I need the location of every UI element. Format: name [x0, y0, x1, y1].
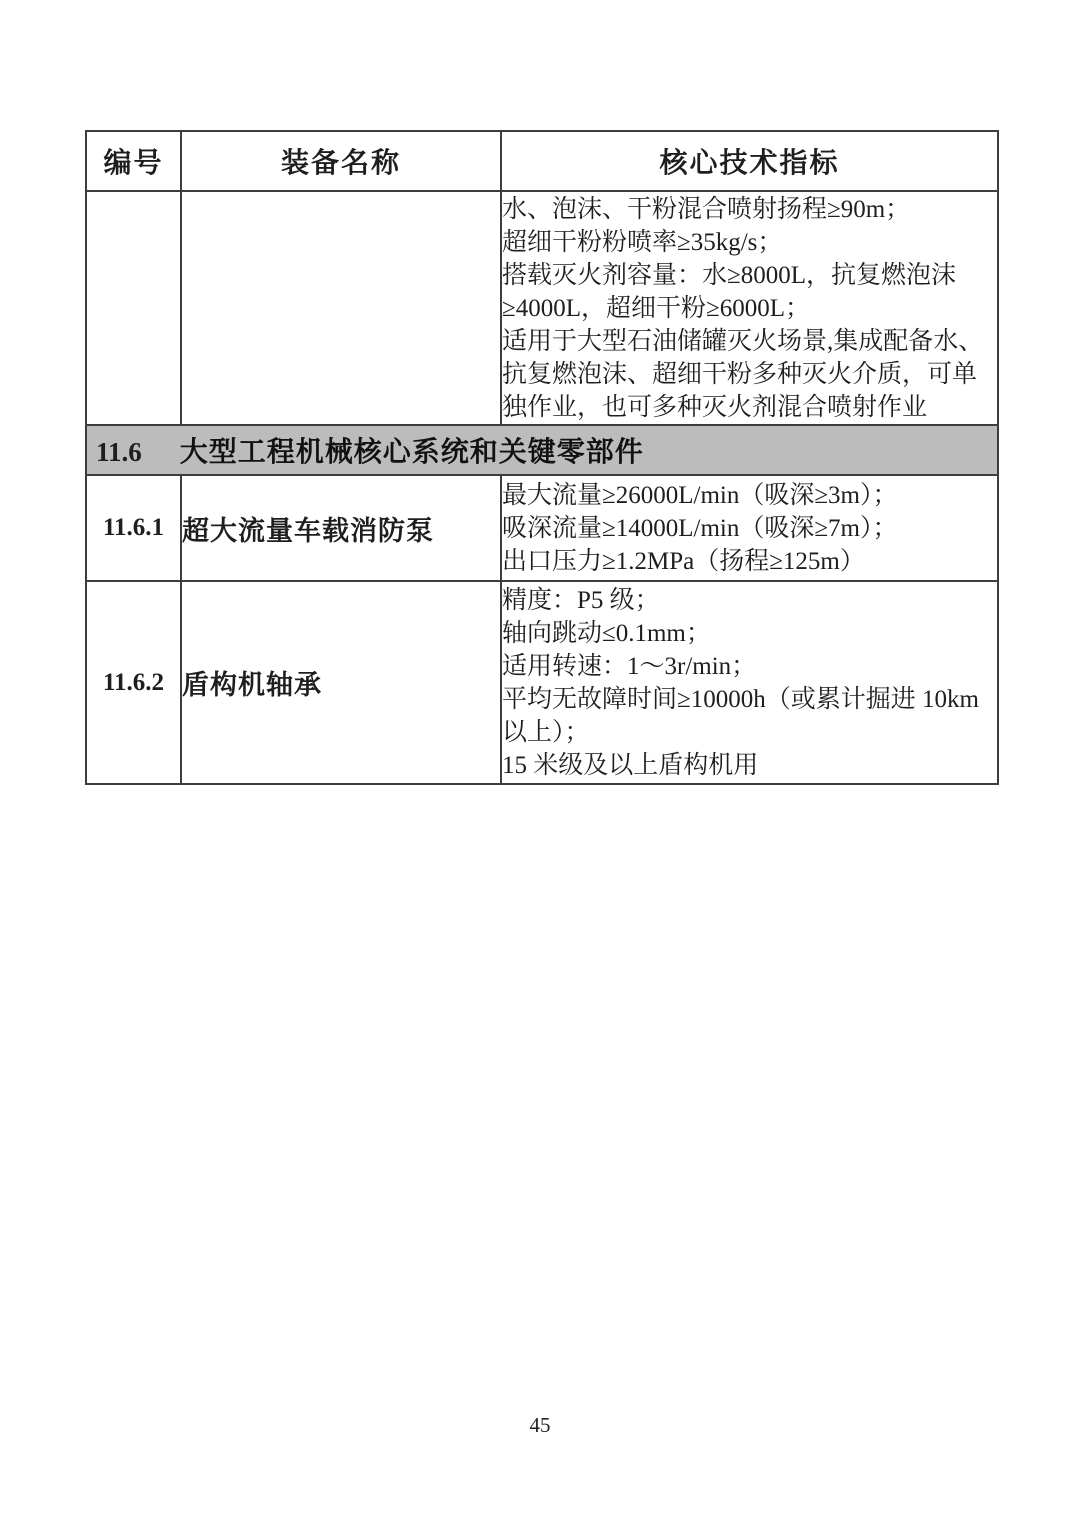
spec-line: 平均无故障时间≥10000h（或累计掘进 10km 以上）；	[502, 685, 979, 746]
equipment-name-cell: 盾构机轴承	[181, 581, 501, 784]
spec-line: 最大流量≥26000L/min（吸深≥3m）；	[502, 481, 898, 509]
equipment-name-cell	[181, 191, 501, 425]
spec-line: 吸深流量≥14000L/min（吸深≥7m）；	[502, 514, 898, 542]
section-title: 大型工程机械核心系统和关键零部件	[179, 436, 644, 467]
equipment-spec-table	[85, 130, 999, 785]
col-header-id: 编号	[86, 131, 181, 191]
specs-cell	[501, 191, 998, 425]
equipment-name-cell: 超大流量车载消防泵	[181, 475, 501, 581]
table-row	[86, 475, 998, 581]
specs-cell	[501, 475, 998, 581]
spec-line: 轴向跳动≤0.1mm；	[502, 619, 711, 647]
table-row	[86, 581, 998, 784]
section-header-row	[86, 425, 998, 475]
spec-line: 15 米级及以上盾构机用	[502, 751, 759, 779]
spec-line: 搭载灭火剂容量：水≥8000L，抗复燃泡沫≥4000L，超细干粉≥6000L；	[502, 261, 956, 322]
row-id-cell	[86, 191, 181, 425]
spec-line: 精度：P5 级；	[502, 586, 660, 614]
row-id-cell: 11.6.1	[86, 475, 181, 581]
specs-cell	[501, 581, 998, 784]
section-header-cell	[86, 425, 998, 475]
table-row-continuation	[86, 191, 998, 425]
table-header-row	[86, 131, 998, 191]
section-id: 11.6	[96, 437, 142, 467]
col-header-equipment-name: 装备名称	[181, 131, 501, 191]
col-header-core-specs: 核心技术指标	[501, 131, 998, 191]
spec-line: 适用转速：1～3r/min；	[502, 652, 757, 680]
spec-line: 超细干粉粉喷率≥35kg/s；	[502, 228, 783, 256]
page-number: 45	[529, 1413, 551, 1437]
spec-line: 水、泡沫、干粉混合喷射扬程≥90m；	[502, 195, 911, 223]
row-id-cell: 11.6.2	[86, 581, 181, 784]
spec-line: 出口压力≥1.2MPa（扬程≥125m）	[502, 547, 865, 575]
spec-line: 适用于大型石油储罐灭火场景,集成配备水、抗复燃泡沫、超细干粉多种灭火介质，可单独作业，也可多种灭火剂混合喷射作业	[502, 327, 984, 421]
